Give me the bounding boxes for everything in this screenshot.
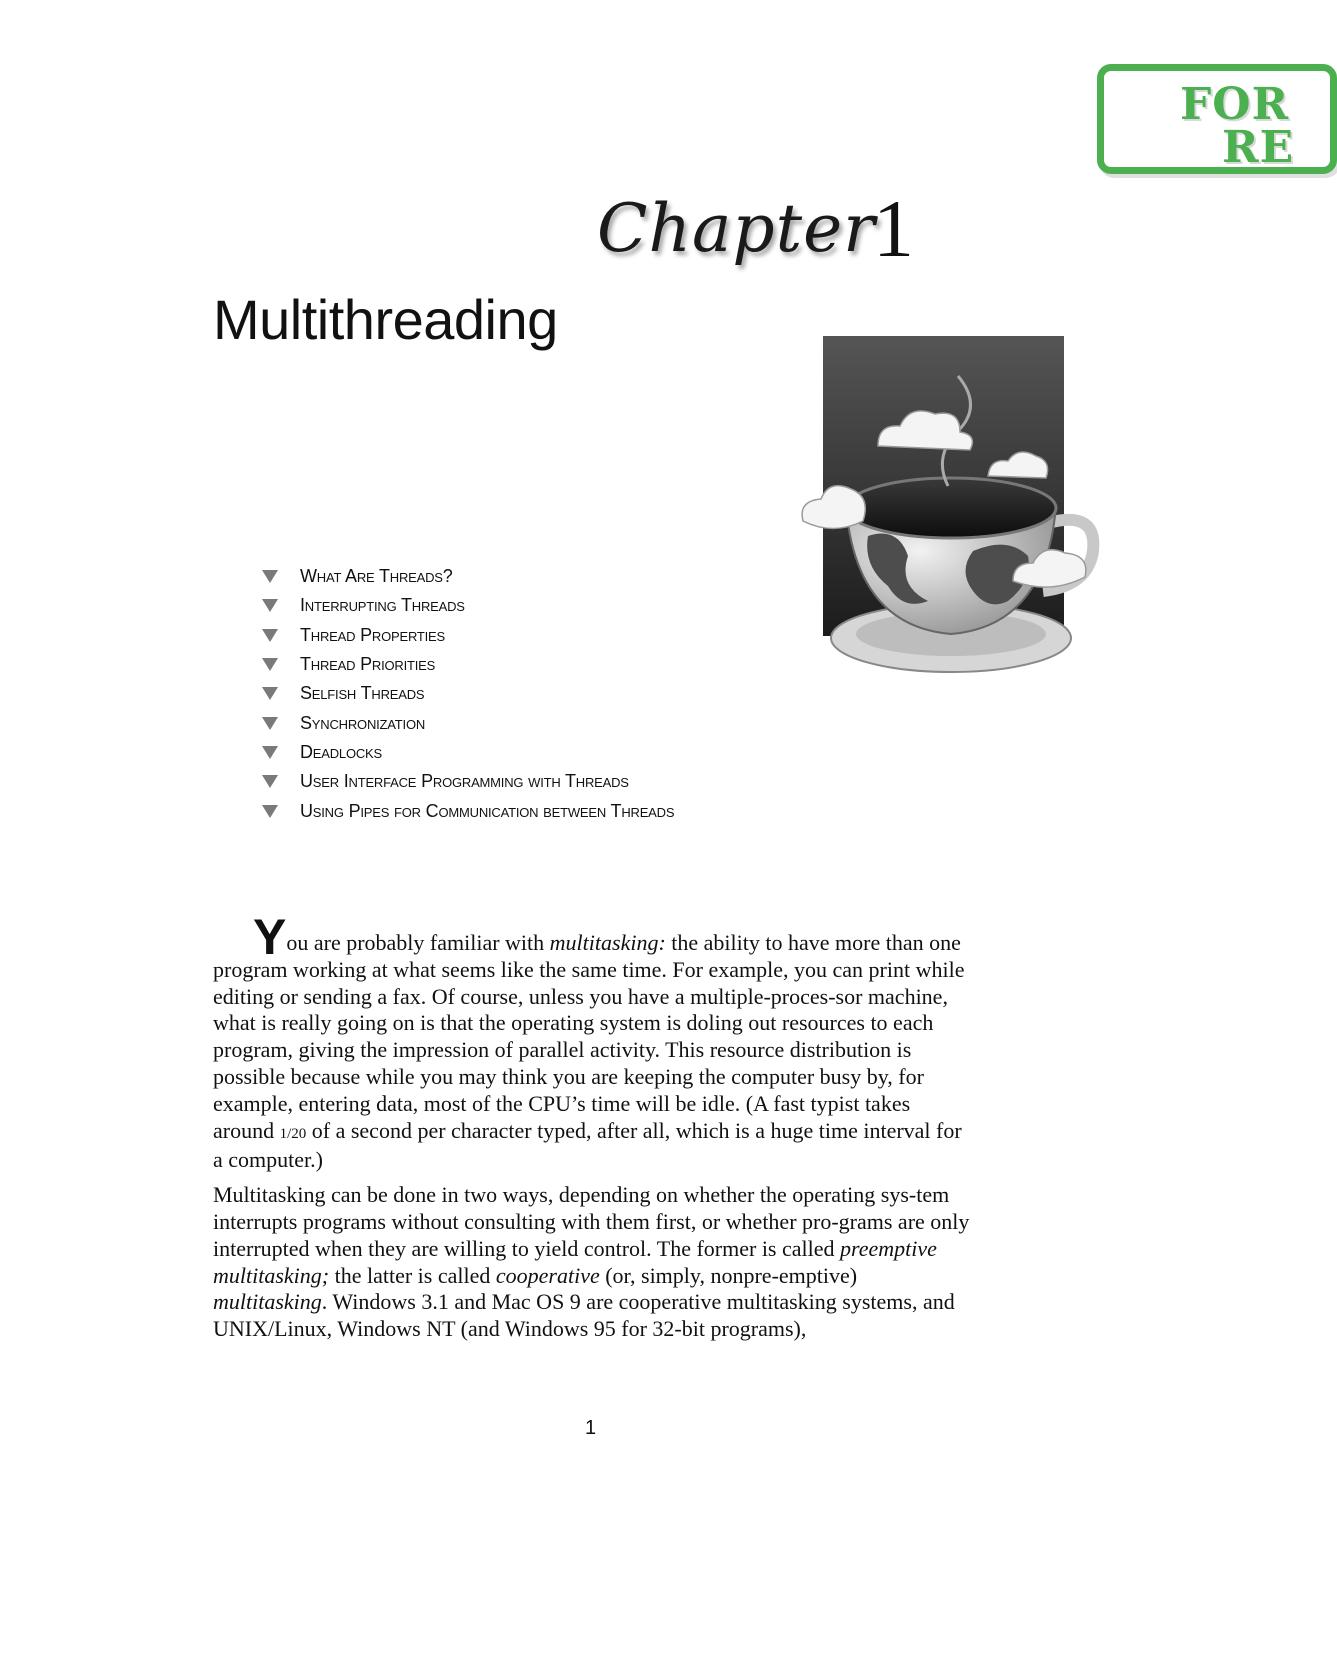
text-run: Multitasking can be done in two ways, depending on whether the operating sys-tem interrupts programs without consulting with them first, or whether pro-grams are only interrupted when they are willing to yield control. The former is called: [213, 1182, 970, 1261]
list-item: [262, 679, 674, 708]
triangle-bullet-icon: [262, 775, 278, 788]
list-item: [262, 650, 674, 679]
coffee-cup-globe-icon: [798, 336, 1104, 686]
triangle-bullet-icon: [262, 599, 278, 612]
emphasis: preemptive multitasking;: [213, 1235, 937, 1288]
toc-label: Thread Priorities: [300, 654, 436, 675]
approval-stamp: [1097, 64, 1337, 174]
triangle-bullet-icon: [262, 570, 278, 583]
emphasis: cooperative: [495, 1262, 600, 1288]
fraction: 1/20: [279, 1125, 307, 1142]
text-run: (or, simply, nonpre-emptive): [599, 1262, 858, 1288]
toc-label: Deadlocks: [300, 741, 383, 762]
triangle-bullet-icon: [262, 717, 278, 730]
toc-label: What Are Threads?: [300, 566, 453, 587]
emphasis: multitasking: [213, 1289, 322, 1315]
toc-label: Using Pipes for Communication between Threads: [300, 800, 675, 821]
toc-label: Selfish Threads: [300, 683, 425, 704]
triangle-bullet-icon: [262, 658, 278, 671]
stamp-line-1: FOR: [1180, 79, 1290, 130]
text-run: the latter is called: [329, 1262, 496, 1288]
triangle-bullet-icon: [262, 629, 278, 642]
triangle-bullet-icon: [262, 805, 278, 818]
list-item: [262, 562, 674, 591]
toc-label: Synchronization: [300, 712, 426, 733]
chapter-label: Chapter: [597, 190, 876, 267]
triangle-bullet-icon: [262, 687, 278, 700]
paragraph-2: [213, 1182, 973, 1343]
list-item: [262, 591, 674, 620]
body-text: [213, 909, 973, 1351]
text-run: . Windows 3.1 and Mac OS 9 are cooperative multitasking systems, and UNIX/Linux, Windows NT (and Windows 95 for 32-bit programs),: [213, 1289, 955, 1342]
list-item: [262, 738, 674, 767]
paragraph-1: [213, 909, 973, 1174]
chapter-title: Multithreading: [213, 288, 558, 351]
text-run: ou are probably familiar with: [286, 930, 550, 955]
list-item: [262, 767, 674, 796]
toc-label: User Interface Programming with Threads: [300, 771, 629, 792]
text-run: of a second per character typed, after all, which is a huge time interval for a computer.): [213, 1117, 962, 1173]
list-item: [262, 796, 674, 825]
chapter-contents-list: [262, 562, 674, 826]
drop-cap: Y: [253, 909, 287, 965]
triangle-bullet-icon: [262, 746, 278, 759]
text-run: the ability to have more than one program working at what seems like the same time. For example, you can print while editing or sending a fax. Of course, unless you have a multiple-proces-sor machine, what is really going on is that the operating system is doling out resources to each program, giving the impression of parallel activity. This resource distribution is possible because while you may think you are keeping the computer busy by, for example, entering data, most of the CPU’s time will be idle. (A fast typist takes around: [213, 930, 965, 1143]
emphasis: multitasking:: [549, 930, 666, 955]
page-number: 1: [585, 1417, 597, 1439]
toc-label: Interrupting Threads: [300, 595, 465, 616]
toc-label: Thread Properties: [300, 624, 445, 645]
list-item: [262, 708, 674, 737]
chapter-number: 1: [873, 183, 914, 274]
list-item: [262, 621, 674, 650]
stamp-line-2: RE: [1222, 122, 1295, 173]
